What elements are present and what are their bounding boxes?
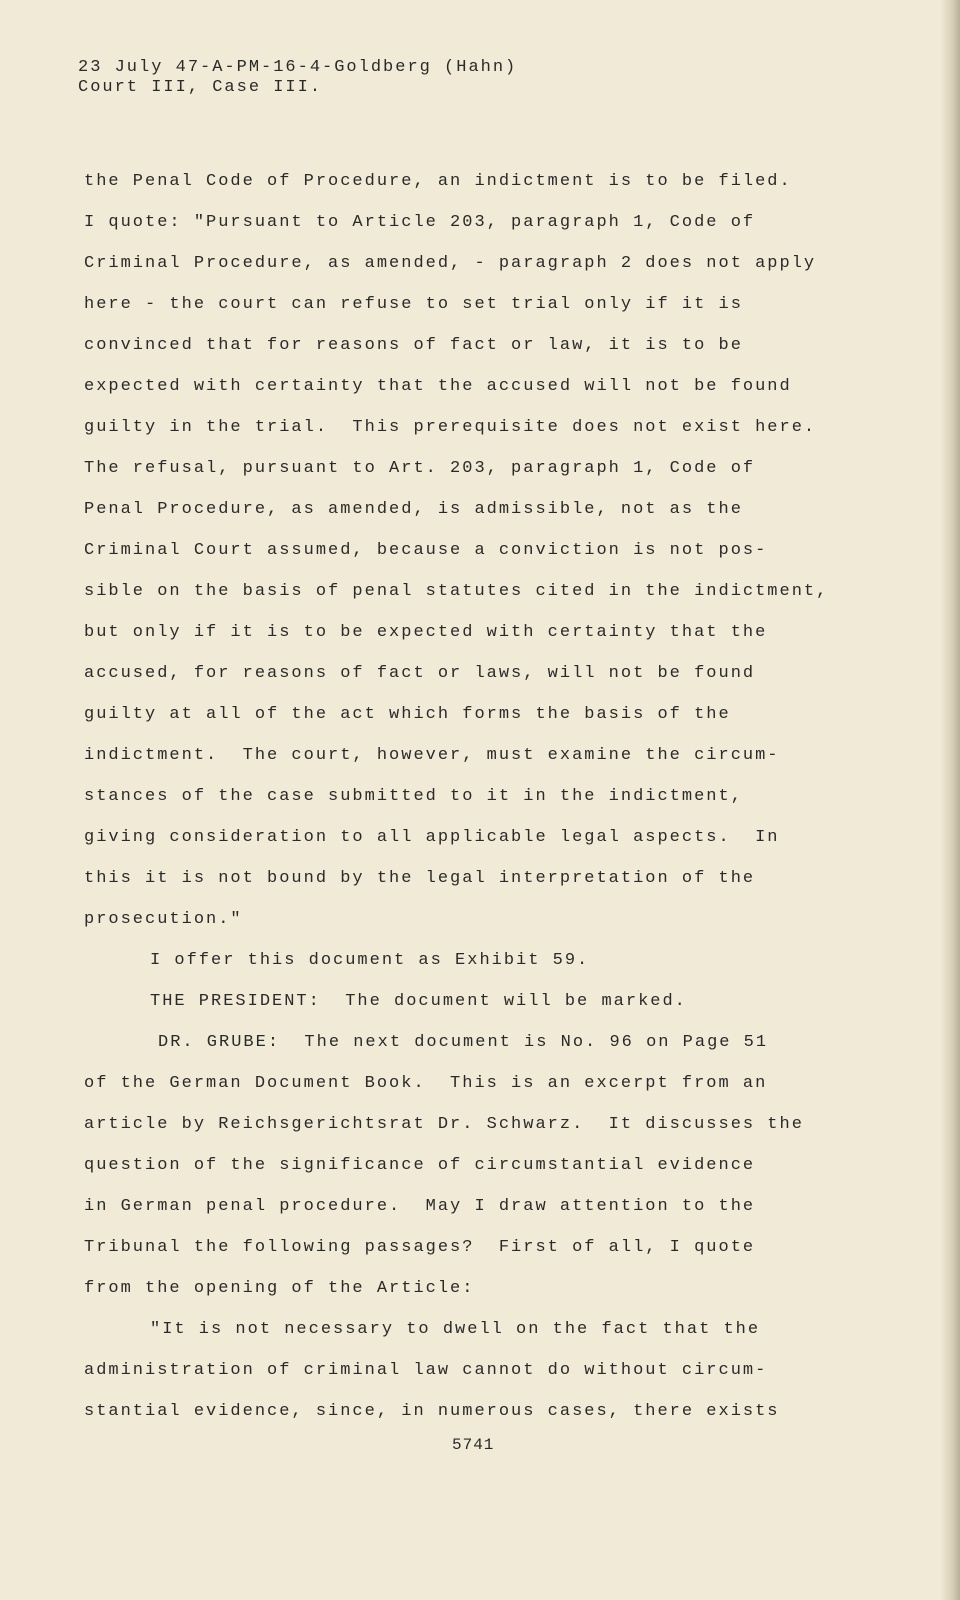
text-line: stantial evidence, since, in numerous cases, there exists [84, 1402, 780, 1421]
document-header [78, 58, 517, 98]
text-line: question of the significance of circumstantial evidence [84, 1156, 756, 1175]
text-line: "It is not necessary to dwell on the fact that the [150, 1320, 761, 1339]
text-line: guilty at all of the act which forms the basis of the [84, 705, 731, 724]
text-line: prosecution." [84, 910, 243, 929]
text-line: of the German Document Book. This is an excerpt from an [84, 1074, 768, 1093]
text-line: I offer this document as Exhibit 59. [150, 951, 590, 970]
text-line: sible on the basis of penal statutes cited in the indictment, [84, 582, 829, 601]
text-line: indictment. The court, however, must examine the circum- [84, 746, 780, 765]
page-edge [940, 0, 960, 1600]
text-line: expected with certainty that the accused will not be found [84, 377, 792, 396]
text-line: convinced that for reasons of fact or law, it is to be [84, 336, 743, 355]
text-line: Criminal Court assumed, because a conviction is not pos- [84, 541, 768, 560]
page-number: 5741 [452, 1436, 495, 1454]
text-line: administration of criminal law cannot do without circum- [84, 1361, 768, 1380]
text-line: giving consideration to all applicable legal aspects. In [84, 828, 780, 847]
text-line: in German penal procedure. May I draw attention to the [84, 1197, 756, 1216]
speaker-line: DR. GRUBE: The next document is No. 96 on Page 51 [158, 1033, 769, 1052]
text-line: I quote: "Pursuant to Article 203, paragraph 1, Code of [84, 213, 756, 232]
text-line: guilty in the trial. This prerequisite does not exist here. [84, 418, 817, 437]
text-line: accused, for reasons of fact or laws, will not be found [84, 664, 756, 683]
text-line: from the opening of the Article: [84, 1279, 475, 1298]
text-line: this it is not bound by the legal interpretation of the [84, 869, 756, 888]
text-line: stances of the case submitted to it in the indictment, [84, 787, 743, 806]
text-line: the Penal Code of Procedure, an indictment is to be filed. [84, 172, 792, 191]
text-line: but only if it is to be expected with certainty that the [84, 623, 768, 642]
transcript-body [84, 161, 828, 1432]
text-line: here - the court can refuse to set trial only if it is [84, 295, 743, 314]
text-line: article by Reichsgerichtsrat Dr. Schwarz. It discusses the [84, 1115, 804, 1134]
text-line: Tribunal the following passages? First of all, I quote [84, 1238, 756, 1257]
header-court-line: Court III, Case III. [78, 78, 323, 97]
text-line: Penal Procedure, as amended, is admissible, not as the [84, 500, 743, 519]
speaker-line: THE PRESIDENT: The document will be marked. [150, 992, 687, 1011]
header-session-line: 23 July 47-A-PM-16-4-Goldberg (Hahn) [78, 58, 518, 77]
text-line: Criminal Procedure, as amended, - paragraph 2 does not apply [84, 254, 817, 273]
text-line: The refusal, pursuant to Art. 203, paragraph 1, Code of [84, 459, 756, 478]
